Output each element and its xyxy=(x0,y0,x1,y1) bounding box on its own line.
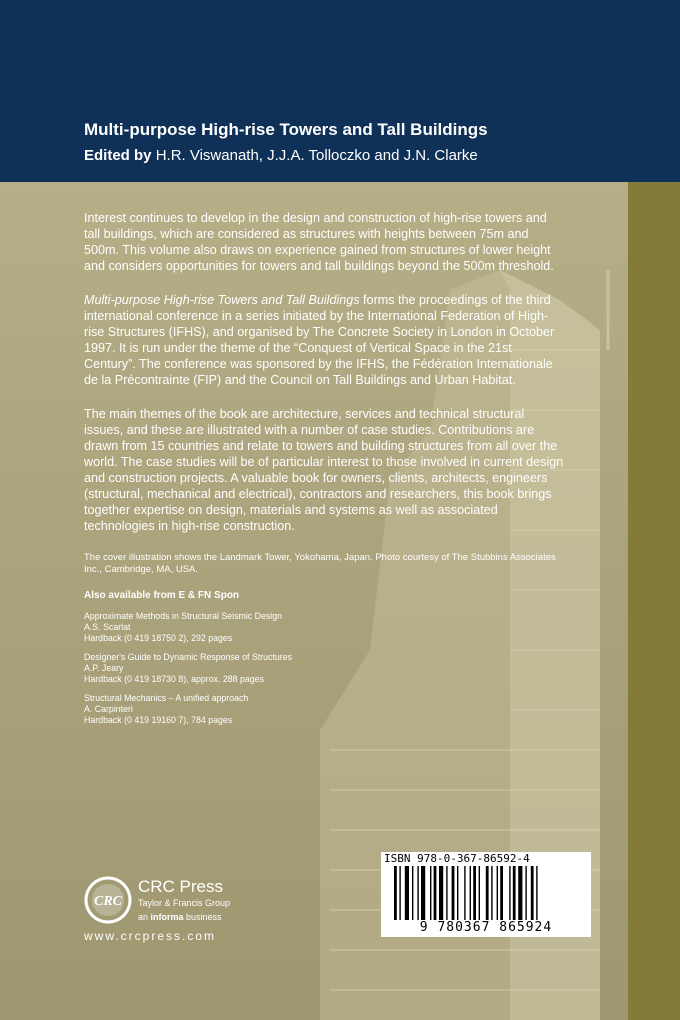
intro-paragraph: Interest continues to develop in the design and construction of high-rise towers and tall buildings, which are considered as structures with heights between 75m and 500m. This volume also draws on experience gained from structures of lower height and considers opportunities for towers and tall buildings beyond the 500m threshold. xyxy=(84,211,554,273)
back-cover-text xyxy=(84,210,564,734)
proceedings-text: forms the proceedings of the third international conference in a series initiated by the International Federation of High-rise Structures (IFHS), and organised by The Concrete Society in London in October 1997. It is run under the theme of the “Conquest of Vertical Space in the 21st Century”. The conference was sponsored by the IFHS, the Fédération Internationale de la Précontrainte (FIP) and the Council on Tall Buildings and Urban Habitat. xyxy=(84,293,555,387)
book-entry xyxy=(84,652,564,685)
isbn-text: ISBN 978-0-367-86592-4 xyxy=(384,852,530,865)
book-info-line: Hardback (0 419 18730 8), approx. 288 pages xyxy=(84,674,264,684)
book-info-line: Hardback (0 419 19160 7), 784 pages xyxy=(84,715,233,725)
barcode-bars xyxy=(394,866,584,922)
book-info-line: Hardback (0 419 18750 2), 292 pages xyxy=(84,633,233,643)
book-author-line: A.S. Scarlat xyxy=(84,622,131,632)
proceedings-paragraph xyxy=(84,292,564,388)
side-band xyxy=(628,182,680,1020)
logo-text: CRC xyxy=(93,894,123,909)
book-entry xyxy=(84,693,564,726)
editors-label: Edited by xyxy=(84,147,152,164)
book-author-line: A.P. Jeary xyxy=(84,663,124,673)
cover-note: The cover illustration shows the Landmark Tower, Yokohama, Japan. Photo courtesy of The Stubbins Associates Inc., Cambridge, MA, USA. xyxy=(84,552,556,575)
title-italic: Multi-purpose High-rise Towers and Tall Buildings xyxy=(84,293,360,307)
book-title-line: Structural Mechanics – A unified approach xyxy=(84,693,249,703)
crc-logo-icon xyxy=(84,876,132,924)
book-author-line: A. Carpinteri xyxy=(84,704,133,714)
book-title-line: Approximate Methods in Structural Seismic Design xyxy=(84,611,283,621)
tagline-brand: informa xyxy=(150,912,184,922)
editors-names: H.R. Viswanath, J.J.A. Tolloczko and J.N. Clarke xyxy=(155,147,478,164)
barcode-number: 9 780367 865924 xyxy=(381,920,591,935)
publisher-tagline xyxy=(138,912,222,922)
book-entry xyxy=(84,611,564,644)
editors-line xyxy=(84,147,478,164)
publisher-url: www.crcpress.com xyxy=(84,929,217,943)
tagline-prefix: an xyxy=(138,912,151,922)
also-available-heading: Also available from E & FN Spon xyxy=(84,590,240,601)
tagline-suffix: business xyxy=(183,912,222,922)
publisher-name: CRC Press xyxy=(138,877,224,896)
themes-paragraph: The main themes of the book are architecture, services and technical structural issues, and these are illustrated with a number of case studies. Contributions are drawn from 15 countries and relate to towers and building structures from all over the world. The case studies will be of particular interest to those involved in current design and construction projects. A valuable book for owners, clients, architects, engineers (structural, mechanical and electrical), contractors and researchers, this book brings together expertise on design, materials and systems as well as associated technologies in high-rise construction. xyxy=(84,407,564,533)
publisher-group: Taylor & Francis Group xyxy=(138,898,231,908)
book-title-line: Designer's Guide to Dynamic Response of Structures xyxy=(84,652,293,662)
book-title: Multi-purpose High-rise Towers and Tall Buildings xyxy=(84,120,488,139)
